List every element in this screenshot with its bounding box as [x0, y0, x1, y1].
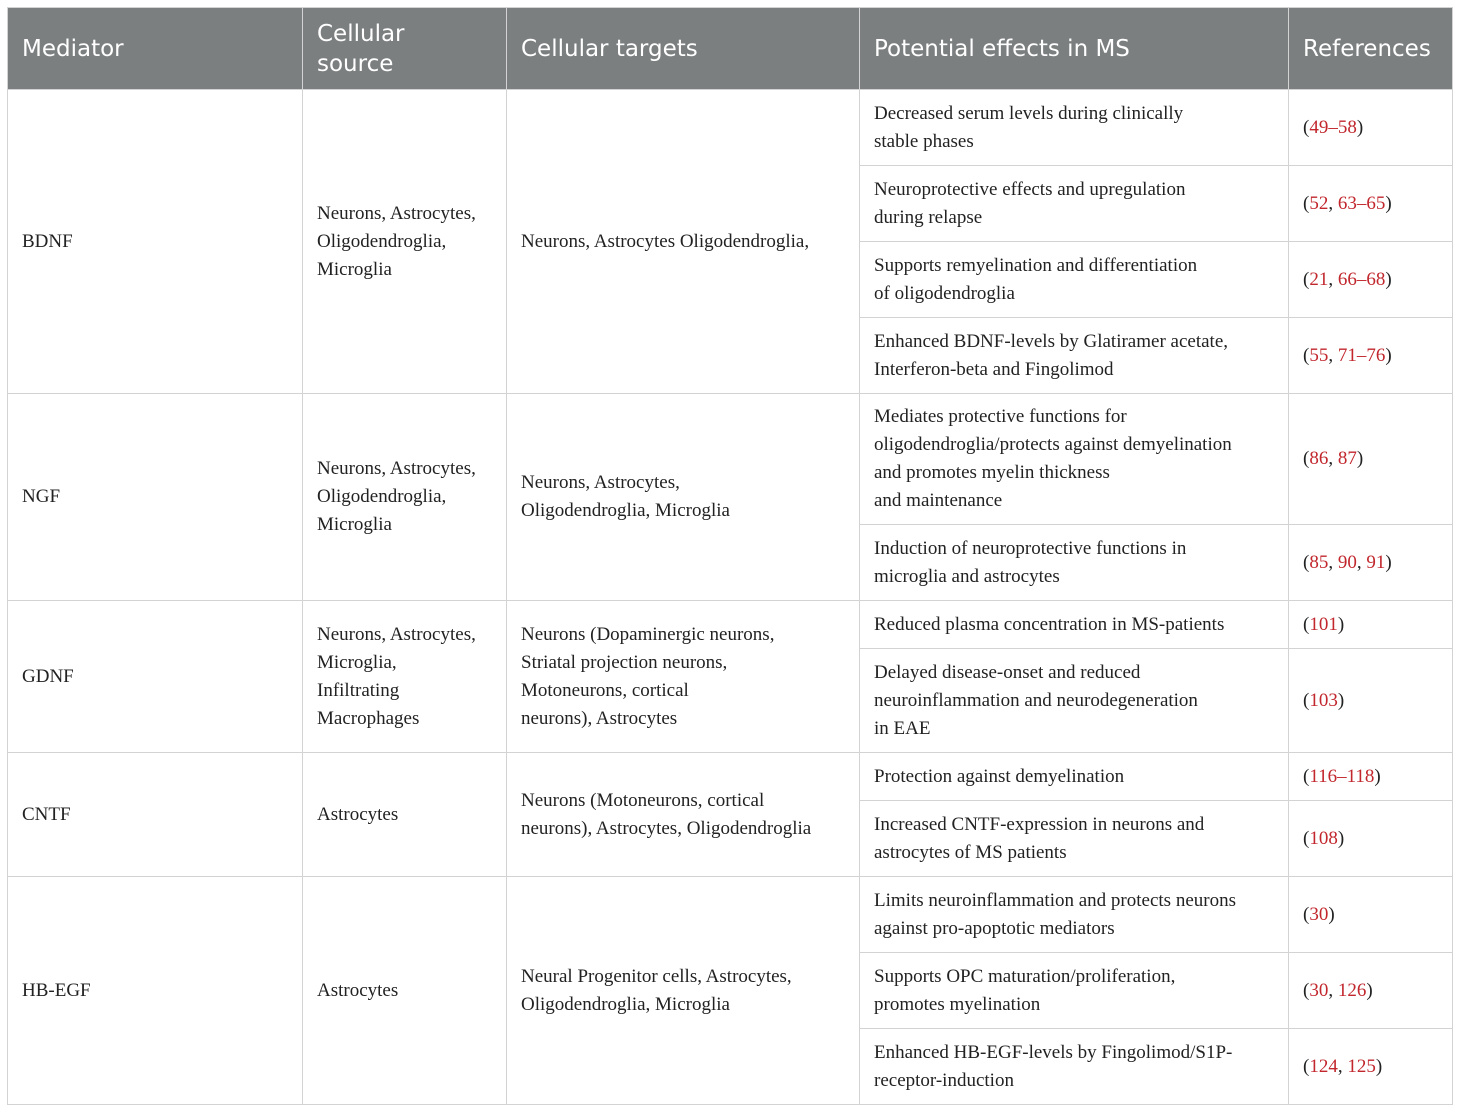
reference-separator: ) [1356, 448, 1364, 469]
reference-separator: ) [1356, 116, 1364, 138]
effect-cell-line: Neuroprotective effects and upregulation [874, 178, 1186, 200]
cellular-targets-cell-line: neurons), Astrocytes, Oligodendroglia [521, 817, 812, 839]
cellular-targets-cell [507, 877, 860, 1105]
effect-cell-line: Mediates protective functions for [874, 406, 1127, 427]
reference-separator: , [1328, 192, 1338, 214]
table-body [8, 90, 1453, 1105]
effect-cell-line: stable phases [874, 130, 974, 152]
effect-cell-line: and promotes myelin thickness [874, 462, 1110, 483]
effect-cell-line: and maintenance [874, 490, 1003, 511]
reference-separator: , [1356, 551, 1367, 573]
cellular-source-cell-line: Infiltrating [317, 679, 400, 701]
effect-cell-line: Supports remyelination and differentiation [874, 254, 1198, 276]
reference-separator: ) [1337, 827, 1345, 849]
reference-separator: ( [1303, 344, 1310, 366]
header-cellular-source-line1: Cellular [317, 20, 405, 47]
neurotrophic-factors-table [7, 7, 1453, 1105]
reference-link[interactable]: 30 [1309, 979, 1329, 1001]
cellular-source-cell [303, 394, 507, 601]
cellular-targets-cell-line: Striatal projection neurons, [521, 651, 728, 673]
header-mediator: Mediator [8, 8, 303, 90]
reference-separator: ) [1374, 765, 1381, 787]
effect-cell [860, 242, 1289, 318]
reference-separator: , [1337, 1055, 1348, 1077]
cellular-source-cell-line: Neurons, Astrocytes, [317, 202, 476, 224]
references-cell [1289, 877, 1453, 953]
reference-link[interactable]: 55 [1309, 344, 1329, 366]
cellular-targets-cell [507, 90, 860, 394]
cellular-source-cell-line: Neurons, Astrocytes, [317, 623, 476, 645]
cellular-source-cell [303, 601, 507, 753]
references-cell [1289, 242, 1453, 318]
reference-link[interactable]: 85 [1309, 551, 1329, 573]
references-cell [1289, 525, 1453, 601]
reference-link[interactable]: 126 [1337, 979, 1367, 1001]
reference-separator: ) [1385, 551, 1392, 573]
reference-separator: ) [1337, 689, 1345, 711]
cellular-source-cell-line: Oligodendroglia, [317, 230, 447, 252]
reference-link[interactable]: 66–68 [1337, 268, 1386, 290]
cellular-source-cell-line: Astrocytes [317, 979, 399, 1001]
reference-separator: ( [1303, 903, 1310, 925]
cellular-source-cell [303, 753, 507, 877]
effect-cell-line: of oligodendroglia [874, 282, 1015, 304]
reference-link[interactable]: 91 [1366, 551, 1386, 573]
references-cell [1289, 601, 1453, 649]
effect-cell-line: Induction of neuroprotective functions in [874, 537, 1187, 559]
cellular-targets-cell [507, 601, 860, 753]
effect-cell-line: Supports OPC maturation/proliferation, [874, 965, 1176, 987]
reference-separator: ( [1303, 827, 1310, 849]
effect-cell [860, 877, 1289, 953]
mediator-cell: HB-EGF [8, 877, 303, 1105]
references-cell [1289, 166, 1453, 242]
reference-link[interactable]: 52 [1309, 192, 1329, 214]
reference-separator: ( [1303, 689, 1310, 711]
references-cell [1289, 90, 1453, 166]
effect-cell [860, 649, 1289, 753]
references-cell [1289, 1029, 1453, 1105]
reference-separator: ( [1303, 116, 1310, 138]
mediator-cell: BDNF [8, 90, 303, 394]
reference-link[interactable]: 21 [1309, 268, 1329, 290]
table-row [8, 90, 1453, 166]
effect-cell-line: Limits neuroinflammation and protects neurons [874, 889, 1236, 911]
reference-separator: ) [1328, 903, 1335, 925]
cellular-source-cell [303, 877, 507, 1105]
effect-cell [860, 801, 1289, 877]
table-row [8, 877, 1453, 953]
reference-separator: ( [1303, 613, 1310, 635]
references-cell [1289, 753, 1453, 801]
mediator-cell: NGF [8, 394, 303, 601]
reference-link[interactable]: 71–76 [1337, 344, 1386, 366]
cellular-targets-cell [507, 394, 860, 601]
reference-link[interactable]: 125 [1347, 1055, 1376, 1077]
reference-link[interactable]: 116–118 [1309, 765, 1375, 787]
references-cell [1289, 953, 1453, 1029]
effect-cell-line: in EAE [874, 717, 931, 739]
reference-separator: ) [1337, 613, 1345, 635]
reference-separator: , [1328, 448, 1338, 469]
cellular-source-cell-line: Microglia [317, 258, 392, 280]
cellular-source-cell-line: Neurons, Astrocytes, [317, 458, 476, 479]
reference-link[interactable]: 90 [1337, 551, 1357, 573]
references-cell [1289, 318, 1453, 394]
reference-link[interactable]: 103 [1309, 689, 1338, 711]
cellular-source-cell [303, 90, 507, 394]
effect-cell [860, 166, 1289, 242]
effect-cell [860, 525, 1289, 601]
header-cellular-targets: Cellular targets [507, 8, 860, 90]
effect-cell [860, 953, 1289, 1029]
reference-separator: ) [1385, 268, 1392, 290]
effect-cell-line: during relapse [874, 206, 983, 228]
reference-separator: ) [1385, 344, 1392, 366]
references-cell [1289, 394, 1453, 525]
header-potential-effects: Potential effects in MS [860, 8, 1289, 90]
header-cellular-source-line2: source [317, 50, 394, 77]
effect-cell-line: microglia and astrocytes [874, 565, 1060, 587]
effect-cell [860, 318, 1289, 394]
cellular-targets-cell-line: Oligodendroglia, Microglia [521, 500, 730, 521]
reference-link[interactable]: 49–58 [1309, 116, 1357, 138]
header-cellular-source [303, 8, 507, 90]
reference-link[interactable]: 86 [1309, 448, 1329, 469]
effect-cell-line: against pro-apoptotic mediators [874, 917, 1115, 939]
reference-separator: , [1328, 268, 1338, 290]
cellular-targets-cell-line: Neurons, Astrocytes Oligodendroglia, [521, 230, 810, 252]
table-row [8, 601, 1453, 649]
header-row [8, 8, 1453, 90]
reference-link[interactable]: 30 [1309, 903, 1329, 925]
effect-cell-line: Delayed disease-onset and reduced [874, 661, 1141, 683]
reference-separator: ) [1366, 979, 1373, 1001]
cellular-source-cell-line: Macrophages [317, 707, 420, 729]
effect-cell-line: Enhanced BDNF-levels by Glatiramer acetate, [874, 330, 1228, 352]
reference-separator: ) [1385, 192, 1392, 214]
reference-link[interactable]: 101 [1309, 613, 1338, 635]
effect-cell-line: Decreased serum levels during clinically [874, 102, 1184, 124]
cellular-targets-cell [507, 753, 860, 877]
references-cell [1289, 649, 1453, 753]
reference-separator: ( [1303, 268, 1310, 290]
cellular-source-cell-line: Microglia, [317, 651, 397, 673]
effect-cell-line: Protection against demyelination [874, 765, 1125, 787]
reference-separator: ) [1375, 1055, 1383, 1077]
effect-cell [860, 90, 1289, 166]
reference-link[interactable]: 124 [1309, 1055, 1338, 1077]
reference-link[interactable]: 87 [1337, 448, 1357, 469]
effect-cell-line: receptor-induction [874, 1069, 1014, 1091]
header-references: References [1289, 8, 1453, 90]
reference-separator: ( [1303, 765, 1310, 787]
table-row [8, 753, 1453, 801]
effect-cell [860, 394, 1289, 525]
reference-separator: , [1328, 344, 1338, 366]
effect-cell-line: astrocytes of MS patients [874, 841, 1067, 863]
reference-separator: ( [1303, 1055, 1310, 1077]
effect-cell [860, 753, 1289, 801]
cellular-targets-cell-line: Neurons (Dopaminergic neurons, [521, 623, 775, 645]
cellular-source-cell-line: Astrocytes [317, 803, 399, 825]
table-row [8, 394, 1453, 525]
reference-separator: , [1328, 979, 1338, 1001]
reference-link[interactable]: 108 [1309, 827, 1338, 849]
reference-separator: ( [1303, 448, 1310, 469]
effect-cell-line: Reduced plasma concentration in MS-patients [874, 613, 1225, 635]
effect-cell-line: Increased CNTF-expression in neurons and [874, 813, 1205, 835]
reference-separator: ( [1303, 192, 1310, 214]
effect-cell-line: promotes myelination [874, 993, 1041, 1015]
effect-cell [860, 1029, 1289, 1105]
effect-cell-line: oligodendroglia/protects against demyelination [874, 434, 1232, 455]
effect-cell [860, 601, 1289, 649]
cellular-targets-cell-line: Motoneurons, cortical [521, 679, 689, 701]
effect-cell-line: Enhanced HB-EGF-levels by Fingolimod/S1P- [874, 1041, 1233, 1063]
cellular-targets-cell-line: Neurons (Motoneurons, cortical [521, 789, 765, 811]
effect-cell-line: neuroinflammation and neurodegeneration [874, 689, 1198, 711]
cellular-source-cell-line: Oligodendroglia, [317, 486, 447, 507]
cellular-targets-cell-line: neurons), Astrocytes [521, 707, 678, 729]
reference-link[interactable]: 63–65 [1337, 192, 1386, 214]
references-cell [1289, 801, 1453, 877]
reference-separator: , [1328, 551, 1338, 573]
cellular-source-cell-line: Microglia [317, 514, 392, 535]
mediator-cell: GDNF [8, 601, 303, 753]
reference-separator: ( [1303, 979, 1310, 1001]
effect-cell-line: Interferon-beta and Fingolimod [874, 358, 1114, 380]
cellular-targets-cell-line: Neural Progenitor cells, Astrocytes, [521, 965, 792, 987]
reference-separator: ( [1303, 551, 1310, 573]
cellular-targets-cell-line: Neurons, Astrocytes, [521, 472, 680, 493]
cellular-targets-cell-line: Oligodendroglia, Microglia [521, 993, 730, 1015]
mediator-cell: CNTF [8, 753, 303, 877]
